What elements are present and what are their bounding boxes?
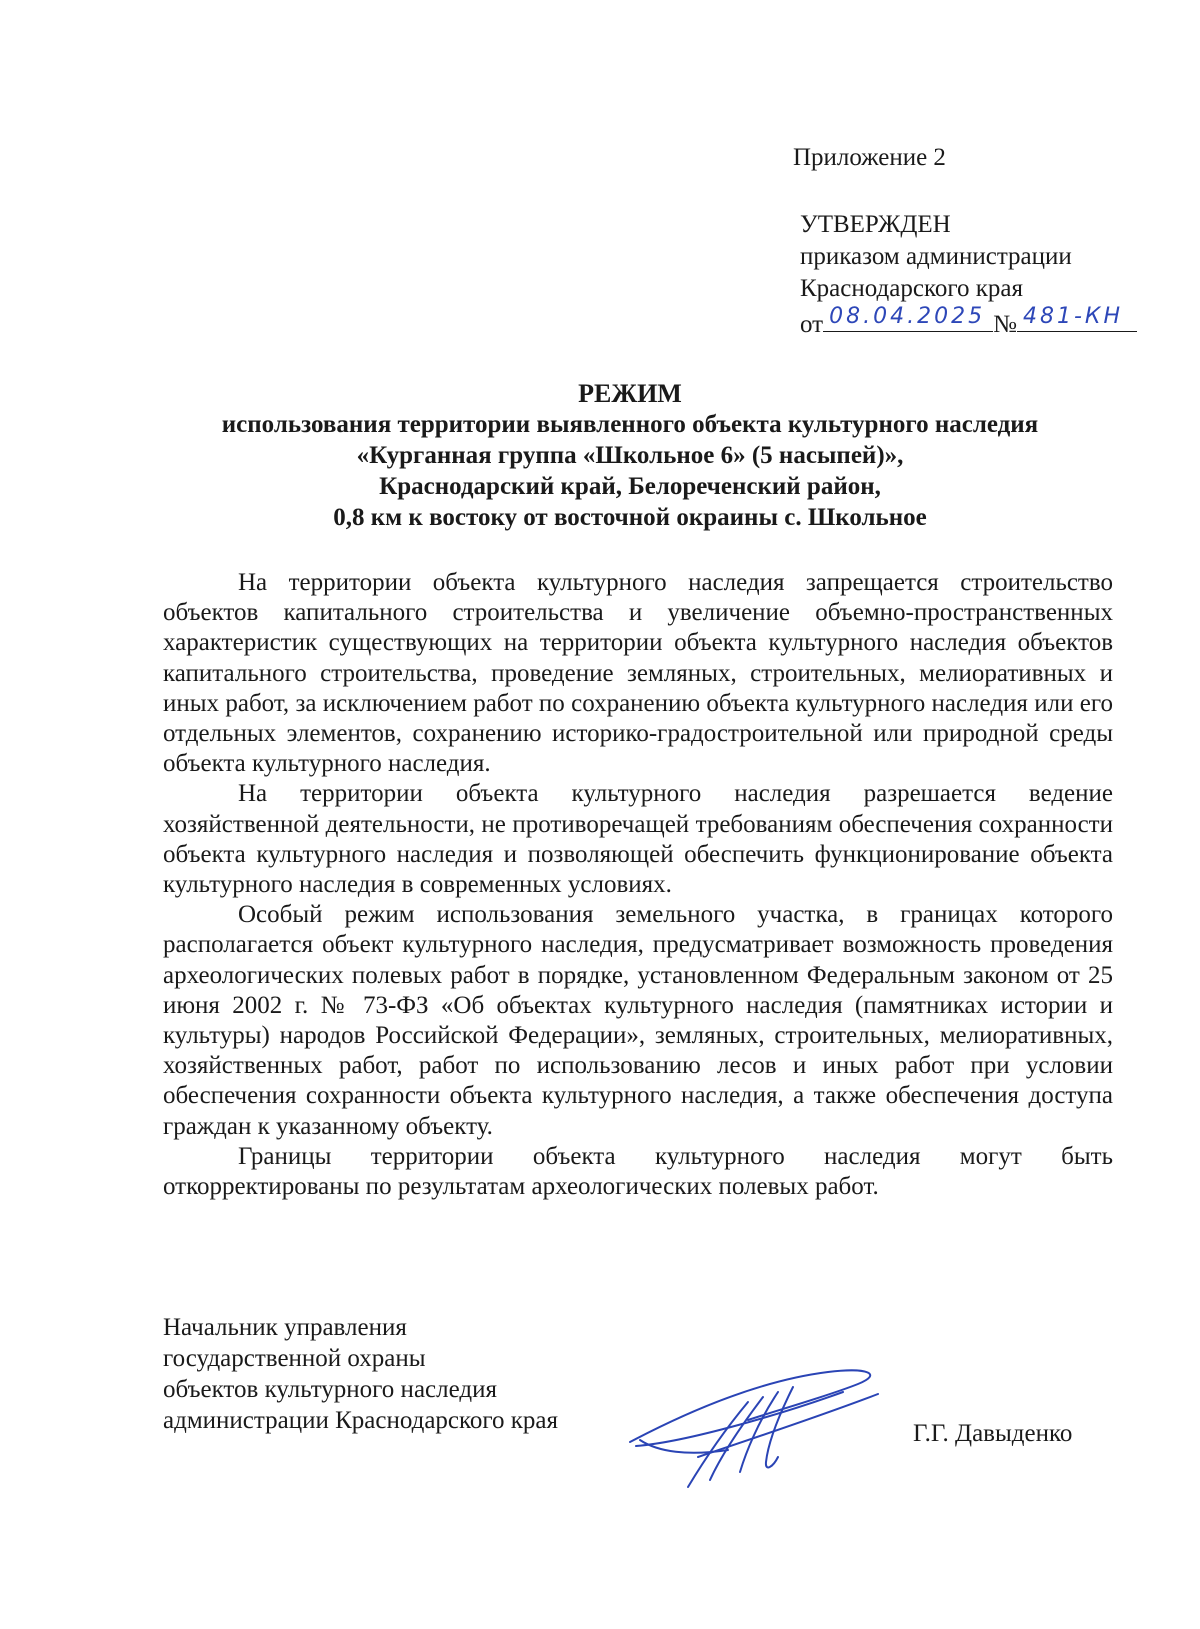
order-number-handwritten: 481-КН	[1022, 304, 1124, 329]
signatory-position	[163, 1312, 558, 1436]
title-line-4: 0,8 км к востоку от восточной окраины с. Школьное	[333, 504, 927, 531]
body-paragraph-4: Границы территории объекта культурного наследия могут быть откорректированы по результатам археологических полевых работ.	[163, 1142, 1113, 1201]
order-date-handwritten: 08.04.2025	[829, 304, 986, 329]
body-paragraph-1: На территории объекта культурного наследия запрещается строительство объектов капитального строительства и увеличение объемно-пространственных характеристик существующих на территории объекта культурного наследия объектов капитального строительства, проведение земляных, строительных, мелиоративных и иных работ, за исключением работ по сохранению объекта культурного наследия или его отдельных элементов, сохранению историко-градостроительной или природной среды объекта культурного наследия.	[163, 569, 1113, 778]
handwritten-signature	[628, 1362, 888, 1492]
document-body	[163, 568, 1113, 1202]
document-title	[140, 378, 1120, 533]
approval-line-1: приказом администрации	[800, 243, 1072, 270]
order-number-sign: №	[993, 311, 1017, 338]
signer-name: Г.Г. Давыденко	[913, 1420, 1073, 1447]
title-line-3: Краснодарский край, Белореченский район,	[379, 473, 881, 500]
body-paragraph-2: На территории объекта культурного наследия разрешается ведение хозяйственной деятельности, не противоречащей требованиям обеспечения сохранности объекта культурного наследия и позволяющей обеспечить функционирование объекта культурного наследия в современных условиях.	[163, 780, 1113, 899]
approval-block	[800, 209, 1160, 341]
approval-line-2: Краснодарского края	[800, 275, 1023, 302]
appendix-label: Приложение 2	[793, 144, 946, 171]
body-paragraph-3: Особый режим использования земельного участка, в границах которого располагается объект культурного наследия, предусматривает возможность проведения археологических полевых работ в порядке, установленном Федеральным законом от 25 июня 2002 г. № 73-ФЗ «Об объектах культурного наследия (памятниках истории и культуры) народов Российской Федерации», земляных, строительных, мелиоративных, хозяйственных работ, работ по использованию лесов и иных работ при условии обеспечения сохранности объекта культурного наследия, а также обеспечения доступа граждан к указанному объекту.	[163, 901, 1113, 1140]
position-line-3: объектов культурного наследия	[163, 1376, 497, 1403]
order-date-number-line	[800, 305, 1160, 341]
order-number-blank	[1017, 305, 1137, 332]
title-heading: РЕЖИМ	[578, 379, 682, 408]
order-date-blank	[823, 305, 993, 332]
title-line-2: «Курганная группа «Школьное 6» (5 насыпей)»,	[356, 442, 904, 469]
position-line-2: государственной охраны	[163, 1345, 426, 1372]
approval-status: УТВЕРЖДЕН	[800, 211, 951, 238]
title-line-1: использования территории выявленного объекта культурного наследия	[221, 411, 1039, 438]
position-line-1: Начальник управления	[163, 1314, 407, 1341]
order-from-prefix: от	[800, 311, 824, 338]
position-line-4: администрации Краснодарского края	[163, 1407, 559, 1434]
